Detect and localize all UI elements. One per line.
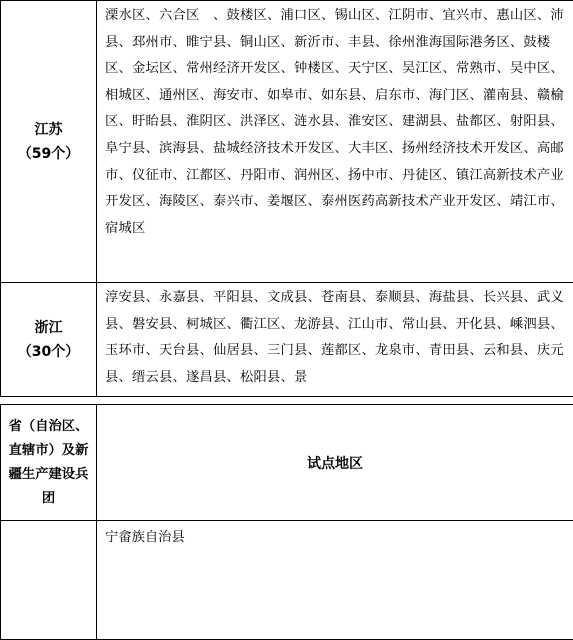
table-row-zhejiang [1,283,573,397]
areas-cell-continued: 宁畲族自治县 [97,521,573,640]
header-pilot-areas: 试点地区 [97,405,573,521]
province-name: 浙江 [1,316,96,340]
province-cell-zhejiang [1,283,97,397]
province-cell-jiangsu [1,1,97,283]
pilot-areas-table-continued [0,404,573,640]
header-province: 省（自治区、直辖市）及新疆生产建设兵团 [1,405,97,521]
table-row-continued [1,521,573,640]
area-count: （30个） [1,340,96,364]
province-name: 江苏 [1,118,96,142]
table-header-row [1,405,573,521]
area-count: （59个） [1,142,96,166]
page-break-gap [0,397,573,404]
province-cell-empty [1,521,97,640]
areas-cell-zhejiang: 淳安县、永嘉县、平阳县、文成县、苍南县、泰顺县、海盐县、长兴县、武义县、磐安县、柯城区、衢江区、龙游县、江山市、常山县、开化县、嵊泗县、玉环市、天台县、仙居县、三门县、莲都区、龙泉市、青田县、云和县、庆元县、缙云县、遂昌县、松阳县、景 [97,283,573,397]
areas-cell-jiangsu: 溧水区、六合区 、鼓楼区、浦口区、锡山区、江阴市、宜兴市、惠山区、沛县、邳州市、睢宁县、铜山区、新沂市、丰县、徐州淮海国际港务区、鼓楼区、金坛区、常州经济开发区、钟楼区、天宁区、吴江区、常熟市、吴中区、相城区、通州区、海安市、如皋市、如东县、启东市、海门区、灌南县、赣榆区、盱眙县、淮阴区、洪泽区、涟水县、淮安区、建湖县、盐都区、射阳县、阜宁县、滨海县、盐城经济技术开发区、大丰区、扬州经济技术开发区、高邮市、仪征市、江都区、丹阳市、润州区、扬中市、丹徒区、镇江高新技术产业开发区、海陵区、泰兴市、姜堰区、泰州医药高新技术产业开发区、靖江市、宿城区 [97,1,573,283]
table-row-jiangsu [1,1,573,283]
